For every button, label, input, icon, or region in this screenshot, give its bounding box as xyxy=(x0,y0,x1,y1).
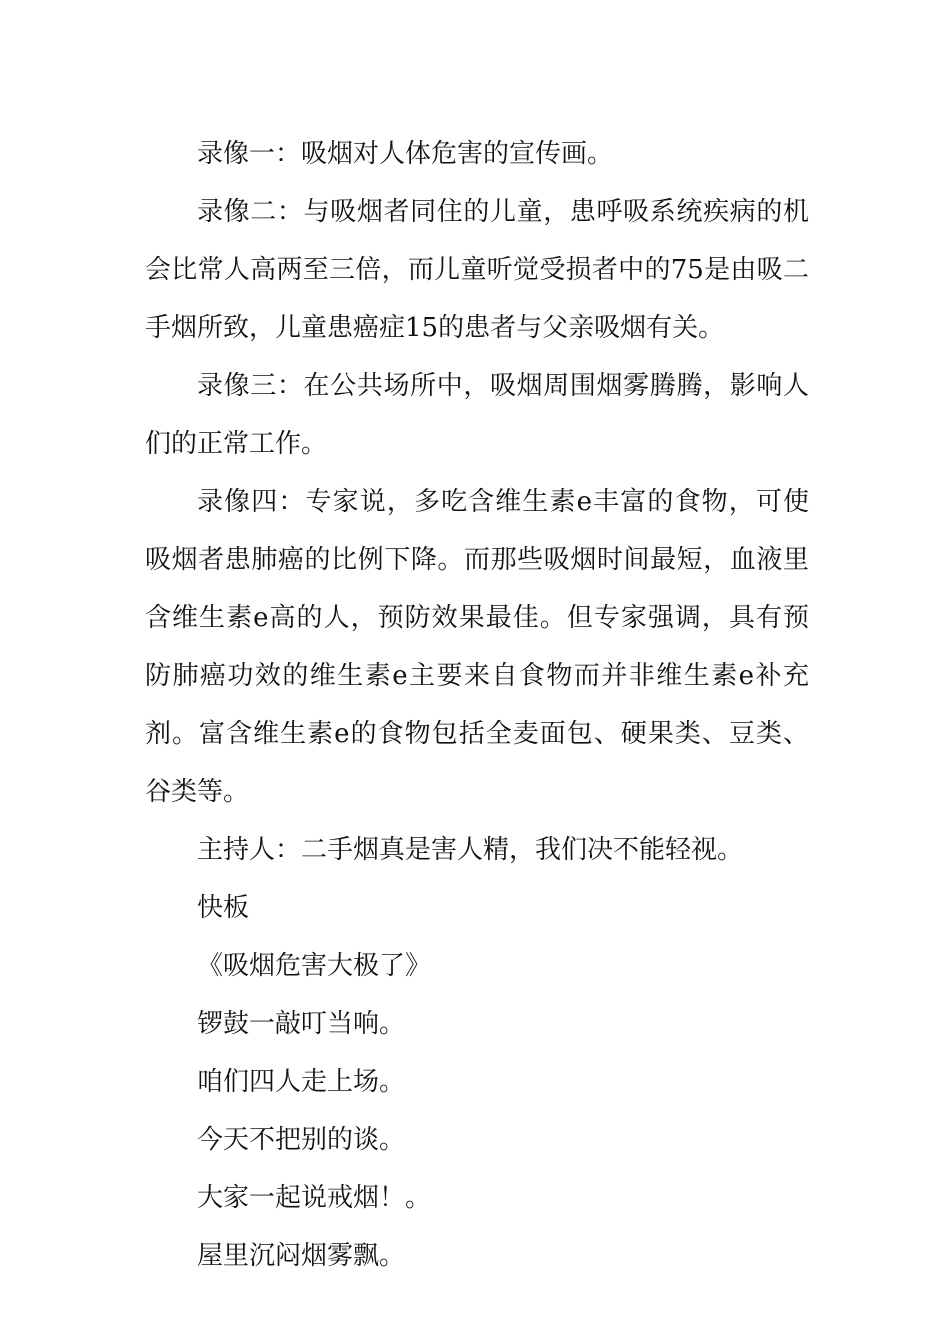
paragraph-video-3: 录像三：在公共场所中，吸烟周围烟雾腾腾，影响人们的正常工作。 xyxy=(145,371,809,459)
paragraph-video-1: 录像一：吸烟对人体危害的宣传画。 xyxy=(197,139,614,169)
paragraph-kuaiban-title: 《吸烟危害大极了》 xyxy=(197,951,432,981)
paragraph-verse-1: 锣鼓一敲叮当响。 xyxy=(197,1009,406,1039)
paragraph-verse-4: 大家一起说戒烟！。 xyxy=(197,1183,432,1213)
paragraph-host: 主持人：二手烟真是害人精，我们决不能轻视。 xyxy=(197,835,744,865)
paragraph-verse-5: 屋里沉闷烟雾飘。 xyxy=(197,1241,406,1271)
paragraph-video-4: 录像四：专家说，多吃含维生素e丰富的食物，可使吸烟者患肺癌的比例下降。而那些吸烟时间最短，血液里含维生素e高的人，预防效果最佳。但专家强调，具有预防肺癌功效的维生素e主要来自食物而并非维生素e补充剂。富含维生素e的食物包括全麦面包、硬果类、豆类、谷类等。 xyxy=(145,487,809,807)
document-body xyxy=(145,125,809,1285)
paragraph-video-2: 录像二：与吸烟者同住的儿童，患呼吸系统疾病的机会比常人高两至三倍，而儿童听觉受损者中的75是由吸二手烟所致，儿童患癌症15的患者与父亲吸烟有关。 xyxy=(145,197,809,343)
paragraph-verse-2: 咱们四人走上场。 xyxy=(197,1067,406,1097)
paragraph-kuaiban-heading: 快板 xyxy=(197,893,250,923)
paragraph-verse-3: 今天不把别的谈。 xyxy=(197,1125,406,1155)
